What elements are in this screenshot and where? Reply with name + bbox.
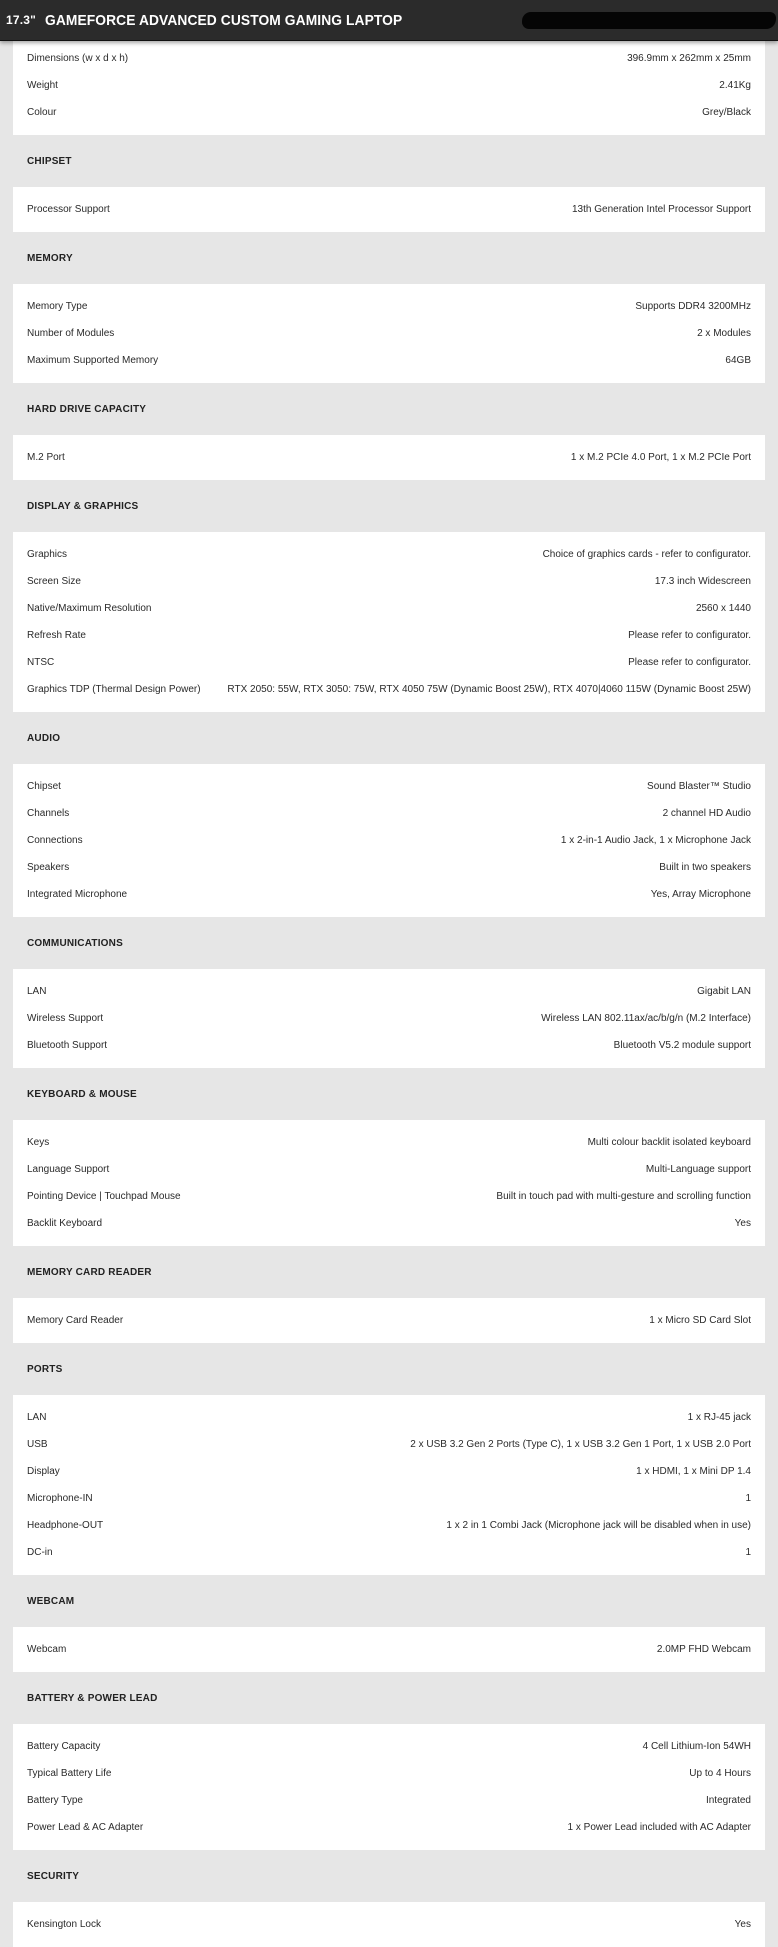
- spec-row: [27, 1512, 751, 1539]
- spec-row: [27, 444, 751, 471]
- spec-row: [27, 1156, 751, 1183]
- spec-row: [27, 99, 751, 126]
- spec-row: [27, 1404, 751, 1431]
- spec-label: Weight: [27, 80, 58, 91]
- spec-row: [27, 1183, 751, 1210]
- page-title: GAMEFORCE ADVANCED CUSTOM GAMING LAPTOP: [45, 11, 403, 29]
- spec-label: Wireless Support: [27, 1013, 104, 1024]
- spec-value: Supports DDR4 3200MHz: [635, 301, 751, 312]
- spec-value: Bluetooth V5.2 module support: [613, 1040, 751, 1051]
- spec-sheet: [0, 41, 778, 1947]
- spec-value: Choice of graphics cards - refer to configurator.: [542, 549, 751, 560]
- spec-label: Webcam: [27, 1644, 67, 1655]
- section-title-audio: AUDIO: [27, 732, 61, 744]
- spec-row: [27, 1210, 751, 1237]
- spec-row: [27, 196, 751, 223]
- spec-value: 2.41Kg: [719, 80, 751, 91]
- spec-label: Refresh Rate: [27, 630, 86, 641]
- spec-row: [27, 347, 751, 374]
- spec-label: Display: [27, 1466, 60, 1477]
- spec-value: 1: [745, 1493, 751, 1504]
- spec-label: Integrated Microphone: [27, 889, 128, 900]
- spec-row: [27, 1636, 751, 1663]
- spec-label: Maximum Supported Memory: [27, 355, 159, 366]
- spec-label: Kensington Lock: [27, 1919, 101, 1930]
- spec-label: USB: [27, 1439, 48, 1450]
- spec-value: 1 x Micro SD Card Slot: [649, 1315, 751, 1326]
- spec-table-memory: [13, 284, 765, 383]
- spec-value: 1 x 2-in-1 Audio Jack, 1 x Microphone Jack: [560, 835, 751, 846]
- section-title-communications: COMMUNICATIONS: [27, 937, 123, 949]
- spec-table-general: [13, 41, 765, 135]
- spec-table-webcam: [13, 1627, 765, 1672]
- spec-value: Please refer to configurator.: [628, 630, 751, 641]
- spec-row: [27, 800, 751, 827]
- spec-row: [27, 649, 751, 676]
- spec-row: [27, 1005, 751, 1032]
- spec-label: Headphone-OUT: [27, 1520, 104, 1531]
- spec-label: Language Support: [27, 1164, 110, 1175]
- spec-value: Multi colour backlit isolated keyboard: [587, 1137, 751, 1148]
- spec-row: [27, 45, 751, 72]
- spec-row: [27, 773, 751, 800]
- spec-value: 396.9mm x 262mm x 25mm: [627, 53, 751, 64]
- spec-row: [27, 1458, 751, 1485]
- spec-value: 13th Generation Intel Processor Support: [572, 204, 751, 215]
- spec-row: [27, 978, 751, 1005]
- spec-label: Graphics: [27, 549, 68, 560]
- spec-table-display-and-graphics: [13, 532, 765, 712]
- spec-row: [27, 72, 751, 99]
- spec-value: Multi-Language support: [645, 1164, 751, 1175]
- spec-row: [27, 1307, 751, 1334]
- spec-value: Please refer to configurator.: [628, 657, 751, 668]
- spec-value: 1 x M.2 PCIe 4.0 Port, 1 x M.2 PCIe Port: [570, 452, 751, 463]
- spec-value: Built in touch pad with multi-gesture and scrolling function: [496, 1191, 751, 1202]
- spec-value: Yes: [734, 1218, 751, 1229]
- section-title-memory-card-reader: MEMORY CARD READER: [27, 1266, 152, 1278]
- spec-row: [27, 1539, 751, 1566]
- spec-row: [27, 1129, 751, 1156]
- spec-value: Yes: [734, 1919, 751, 1930]
- spec-label: Number of Modules: [27, 328, 115, 339]
- spec-value: 2 x Modules: [697, 328, 751, 339]
- section-title-display-and-graphics: DISPLAY & GRAPHICS: [27, 500, 139, 512]
- spec-label: Processor Support: [27, 204, 110, 215]
- spec-label: Chipset: [27, 781, 61, 792]
- spec-row: [27, 1485, 751, 1512]
- spec-label: Typical Battery Life: [27, 1768, 112, 1779]
- spec-row: [27, 1911, 751, 1938]
- spec-label: Battery Capacity: [27, 1741, 101, 1752]
- spec-table-hard-drive-capacity: [13, 435, 765, 480]
- section-title-hard-drive-capacity: HARD DRIVE CAPACITY: [27, 403, 147, 415]
- spec-row: [27, 676, 751, 703]
- spec-value: 2.0MP FHD Webcam: [656, 1644, 751, 1655]
- spec-row: [27, 1760, 751, 1787]
- spec-row: [27, 1032, 751, 1059]
- spec-value: 1 x HDMI, 1 x Mini DP 1.4: [636, 1466, 751, 1477]
- spec-row: [27, 541, 751, 568]
- spec-label: Memory Type: [27, 301, 88, 312]
- spec-label: Keys: [27, 1137, 50, 1148]
- spec-table-chipset: [13, 187, 765, 232]
- spec-value: 2 channel HD Audio: [662, 808, 751, 819]
- spec-row: [27, 881, 751, 908]
- spec-row: [27, 320, 751, 347]
- section-title-battery-and-power-lead: BATTERY & POWER LEAD: [27, 1692, 158, 1704]
- spec-row: [27, 827, 751, 854]
- spec-row: [27, 1787, 751, 1814]
- section-title-memory: MEMORY: [27, 252, 73, 264]
- spec-row: [27, 622, 751, 649]
- spec-value: 1 x 2 in 1 Combi Jack (Microphone jack will be disabled when in use): [446, 1520, 751, 1531]
- spec-table-memory-card-reader: [13, 1298, 765, 1343]
- spec-value: Sound Blaster™ Studio: [647, 781, 751, 792]
- spec-label: Native/Maximum Resolution: [27, 603, 152, 614]
- spec-label: LAN: [27, 986, 47, 997]
- spec-value: RTX 2050: 55W, RTX 3050: 75W, RTX 4050 75W (Dynamic Boost 25W), RTX 4070|4060 115W (Dynamic Boost 25W): [227, 684, 751, 695]
- section-title-webcam: WEBCAM: [27, 1595, 75, 1607]
- spec-label: Microphone-IN: [27, 1493, 93, 1504]
- spec-value: 17.3 inch Widescreen: [654, 576, 751, 587]
- spec-value: Wireless LAN 802.11ax/ac/b/g/n (M.2 Interface): [541, 1013, 751, 1024]
- spec-label: Colour: [27, 107, 57, 118]
- redacted-area: [522, 12, 776, 29]
- spec-table-communications: [13, 969, 765, 1068]
- spec-value: Yes, Array Microphone: [650, 889, 751, 900]
- spec-value: Built in two speakers: [659, 862, 751, 873]
- spec-label: Memory Card Reader: [27, 1315, 124, 1326]
- spec-row: [27, 568, 751, 595]
- section-title-ports: PORTS: [27, 1363, 63, 1375]
- spec-table-audio: [13, 764, 765, 917]
- spec-label: LAN: [27, 1412, 47, 1423]
- spec-label: Pointing Device | Touchpad Mouse: [27, 1191, 181, 1202]
- spec-label: Graphics TDP (Thermal Design Power): [27, 684, 201, 695]
- spec-value: 4 Cell Lithium-Ion 54WH: [642, 1741, 751, 1752]
- spec-value: Integrated: [705, 1795, 751, 1806]
- header-bar: [0, 0, 778, 41]
- spec-value: 1: [745, 1547, 751, 1558]
- spec-table-ports: [13, 1395, 765, 1575]
- spec-label: Bluetooth Support: [27, 1040, 108, 1051]
- spec-value: 2 x USB 3.2 Gen 2 Ports (Type C), 1 x USB 3.2 Gen 1 Port, 1 x USB 2.0 Port: [410, 1439, 751, 1450]
- spec-value: Grey/Black: [702, 107, 751, 118]
- spec-label: Battery Type: [27, 1795, 83, 1806]
- spec-value: 64GB: [725, 355, 751, 366]
- spec-row: [27, 1733, 751, 1760]
- spec-label: Channels: [27, 808, 70, 819]
- spec-label: Dimensions (w x d x h): [27, 53, 129, 64]
- spec-value: Up to 4 Hours: [689, 1768, 751, 1779]
- spec-table-battery-and-power-lead: [13, 1724, 765, 1850]
- spec-label: M.2 Port: [27, 452, 65, 463]
- spec-row: [27, 595, 751, 622]
- spec-label: Backlit Keyboard: [27, 1218, 103, 1229]
- spec-table-security: [13, 1902, 765, 1947]
- spec-value: 2560 x 1440: [695, 603, 751, 614]
- spec-label: Screen Size: [27, 576, 81, 587]
- spec-value: Gigabit LAN: [697, 986, 751, 997]
- screen-size-badge: 17.3": [6, 13, 37, 27]
- section-title-keyboard-and-mouse: KEYBOARD & MOUSE: [27, 1088, 137, 1100]
- spec-label: Connections: [27, 835, 83, 846]
- spec-row: [27, 293, 751, 320]
- section-title-security: SECURITY: [27, 1870, 80, 1882]
- spec-table-keyboard-and-mouse: [13, 1120, 765, 1246]
- spec-row: [27, 1431, 751, 1458]
- spec-label: Speakers: [27, 862, 70, 873]
- spec-value: 1 x RJ-45 jack: [687, 1412, 751, 1423]
- spec-label: DC-in: [27, 1547, 53, 1558]
- spec-value: 1 x Power Lead included with AC Adapter: [567, 1822, 751, 1833]
- spec-label: NTSC: [27, 657, 55, 668]
- spec-row: [27, 1814, 751, 1841]
- section-title-chipset: CHIPSET: [27, 155, 72, 167]
- spec-row: [27, 854, 751, 881]
- spec-label: Power Lead & AC Adapter: [27, 1822, 144, 1833]
